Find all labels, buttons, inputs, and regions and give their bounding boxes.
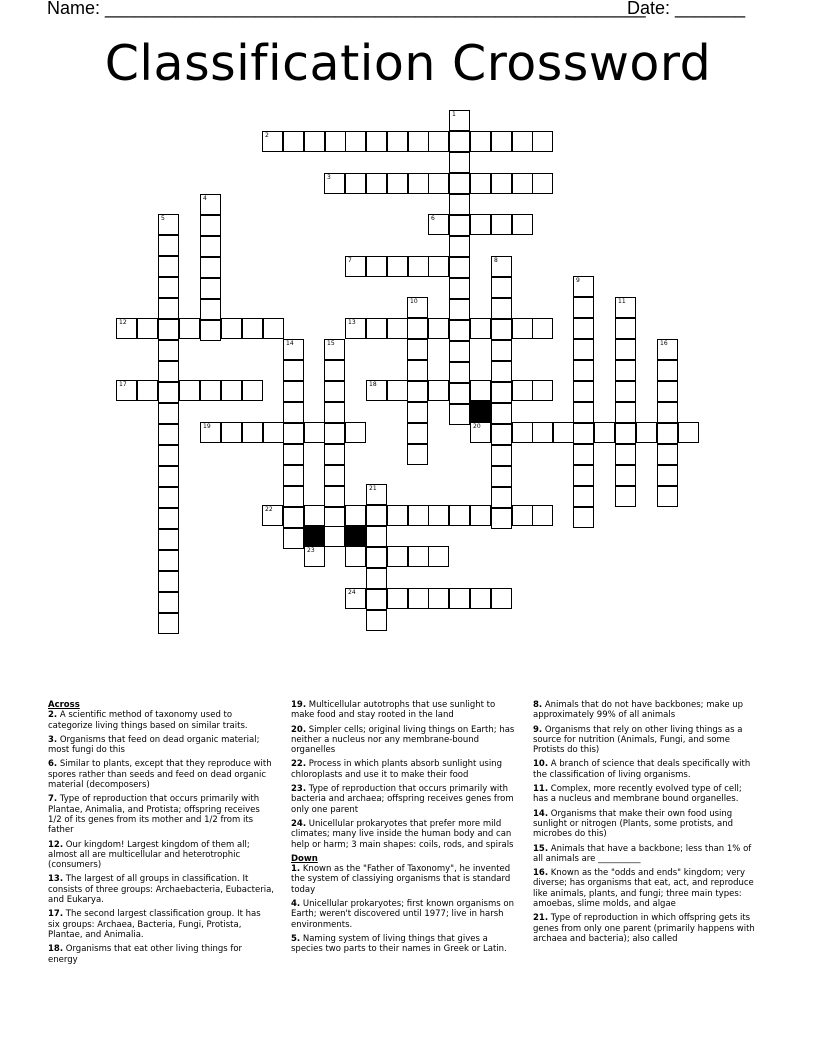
clue-item — [291, 759, 517, 780]
clue-item — [533, 700, 759, 721]
clue-item-number: 16. — [533, 868, 549, 879]
clue-number: 5 — [161, 215, 165, 222]
clue-item-text: Known as the "odds and ends" kingdom; very diverse; has organisms that eat, act, and reproduce like animals, plants, and fungi; three main types: amoebas, slime molds, and algae — [533, 868, 754, 910]
clue-item-number: 9. — [533, 724, 543, 735]
clue-item-text: Complex, more recently evolved type of cell; has a nucleus and membrane bound organelles. — [533, 784, 742, 805]
clue-number: 10 — [410, 298, 418, 305]
clue-item-number: 1. — [291, 864, 301, 875]
clue-item — [533, 725, 759, 756]
clue-number: 20 — [473, 423, 481, 430]
clue-item-number: 22. — [291, 759, 307, 770]
down-clues-part-2 — [533, 700, 759, 944]
across-clues-part-1 — [48, 710, 274, 965]
clue-item-text: Similar to plants, except that they reproduce with spores rather than seeds and feed on dead organic material (decomposers) — [48, 759, 272, 791]
clue-item-text: Known as the "Father of Taxonomy", he invented the system of classiying organisms that is standard today — [291, 864, 511, 895]
date-field[interactable]: Date: _______ — [627, 0, 746, 18]
clue-item-text: Unicellular prokaryotes that prefer more mild climates; many live inside the human body and can help or harm; 3 main shapes: coils, rods, and spirals — [291, 818, 514, 850]
clue-item-text: Simpler cells; original living things on Earth; has neither a nucleus nor any membrane-bound organelles — [291, 724, 515, 756]
clue-item — [533, 784, 759, 805]
clue-item-text: A scientific method of taxonomy used to categorize living things based on similar traits. — [48, 710, 248, 731]
clue-item-text: Organisms that make their own food using sunlight or nitrogen (Plants, some protists, and microbes do this) — [533, 808, 734, 840]
clue-item-text: Multicellular autotrophs that use sunlight to make food and stay rooted in the land — [291, 700, 496, 721]
clue-number: 11 — [618, 298, 626, 305]
clue-item-number: 17. — [48, 909, 64, 920]
clue-item-number: 19. — [291, 700, 307, 710]
clue-column-1 — [48, 700, 274, 969]
clue-number: 8 — [494, 257, 498, 264]
clue-number: 4 — [203, 195, 207, 202]
clue-item — [533, 844, 759, 865]
clue-number: 2 — [265, 132, 269, 139]
clue-item-text: Process in which plants absorb sunlight using chloroplasts and use it to make their food — [291, 759, 502, 780]
clue-item-number: 21. — [533, 913, 549, 924]
clue-item — [291, 784, 517, 815]
clue-item-text: The largest of all groups in classification. It consists of three groups: Archaebacteria, Eubacteria, and Eukarya. — [48, 874, 275, 906]
clue-item — [291, 899, 517, 930]
clue-item-number: 8. — [533, 700, 543, 710]
clue-number: 18 — [369, 381, 377, 388]
down-heading: Down — [291, 853, 318, 864]
clue-item — [48, 909, 274, 940]
clue-number: 13 — [348, 319, 356, 326]
clue-number: 3 — [327, 174, 331, 181]
clue-column-2 — [291, 700, 517, 959]
clue-item-text: Type of reproduction in which offspring gets its genes from only one parent (primarily happens with archaea and bacteria); also called — [533, 913, 755, 944]
clue-number: 6 — [431, 215, 435, 222]
clue-item — [48, 735, 274, 756]
clue-item-number: 7. — [48, 794, 58, 805]
clue-item — [291, 934, 517, 955]
clue-number: 15 — [327, 340, 335, 347]
clue-item-text: Our kingdom! Largest kingdom of them all; almost all are multicellular and heterotrophic (consumers) — [48, 839, 250, 871]
across-heading: Across — [48, 700, 80, 710]
clue-item-number: 23. — [291, 784, 307, 795]
clue-item — [48, 944, 274, 965]
clue-number: 12 — [119, 319, 127, 326]
clue-item — [291, 864, 517, 895]
clue-number: 16 — [660, 340, 668, 347]
clue-item-text: Organisms that rely on other living things as a source for nutrition (Animals, Fungi, and some Protists do this) — [533, 724, 743, 756]
clue-item-text: Organisms that feed on dead organic material; most fungi do this — [48, 734, 260, 756]
clue-item-text: A branch of science that deals specifically with the classification of living organisms. — [533, 759, 751, 780]
clue-item — [48, 710, 274, 731]
clue-item-text: Type of reproduction that occurs primarily with bacteria and archaea; offspring receives genes from only one parent — [291, 784, 514, 815]
clue-item-number: 24. — [291, 818, 307, 829]
clue-item-text: Unicellular prokaryotes; first known organisms on Earth; weren't discovered until 1977; live in harsh environments. — [291, 899, 514, 930]
page-title: Classification Crossword — [104, 35, 712, 92]
clue-item-number: 6. — [48, 759, 58, 770]
clue-item — [48, 759, 274, 790]
clue-column-3 — [533, 700, 759, 948]
clue-item-number: 12. — [48, 839, 64, 850]
clue-item-text: Naming system of living things that gives a species two parts to their names in Greek or Latin. — [291, 933, 507, 955]
clue-number: 19 — [203, 423, 211, 430]
clue-item-number: 4. — [291, 899, 301, 910]
clue-item — [48, 794, 274, 835]
clue-item — [48, 874, 274, 905]
across-clues-part-2 — [291, 700, 517, 850]
clue-item-number: 10. — [533, 759, 549, 770]
clue-item-text: The second largest classification group. It has six groups: Archaea, Bacteria, Fungi, Protista, Plantae, and Animalia. — [48, 909, 261, 940]
clue-number: 24 — [348, 589, 356, 596]
clue-item-number: 18. — [48, 944, 64, 955]
name-field[interactable]: Name: ______________________________________________________ — [47, 0, 646, 18]
clue-item-number: 2. — [48, 710, 58, 721]
clue-number: 21 — [369, 485, 377, 492]
clue-item-number: 14. — [533, 808, 549, 819]
clue-number: 9 — [576, 277, 580, 284]
clue-item — [291, 819, 517, 850]
clue-item-number: 3. — [48, 734, 58, 745]
clue-number: 17 — [119, 381, 127, 388]
clue-item-number: 13. — [48, 874, 64, 885]
clue-item — [291, 700, 517, 721]
clue-item — [533, 759, 759, 780]
clue-item-number: 5. — [291, 933, 301, 944]
clue-number: 14 — [286, 340, 294, 347]
clue-item-number: 15. — [533, 843, 549, 854]
clue-item-text: Animals that do not have backbones; make up approximately 99% of all animals — [533, 700, 744, 721]
clue-item — [533, 809, 759, 840]
clue-item — [533, 868, 759, 909]
clue-number: 1 — [452, 111, 456, 118]
clue-item-number: 11. — [533, 784, 549, 795]
clue-item — [291, 725, 517, 756]
clue-number: 22 — [265, 506, 273, 513]
clue-number: 23 — [307, 547, 315, 554]
clue-item-text: Type of reproduction that occurs primarily with Plantae, Animalia, and Protista; offspring receives 1/2 of its genes from its mother and 1/2 from its father — [48, 794, 260, 836]
clue-item-text: Animals that have a backbone; less than 1% of all animals are __________ — [533, 843, 752, 864]
clue-item-number: 20. — [291, 724, 307, 735]
down-clues-part-1 — [291, 864, 517, 954]
clue-item — [48, 840, 274, 871]
clue-item-text: Organisms that eat other living things for energy — [48, 944, 243, 965]
clue-number: 7 — [348, 257, 352, 264]
clue-item — [533, 913, 759, 944]
